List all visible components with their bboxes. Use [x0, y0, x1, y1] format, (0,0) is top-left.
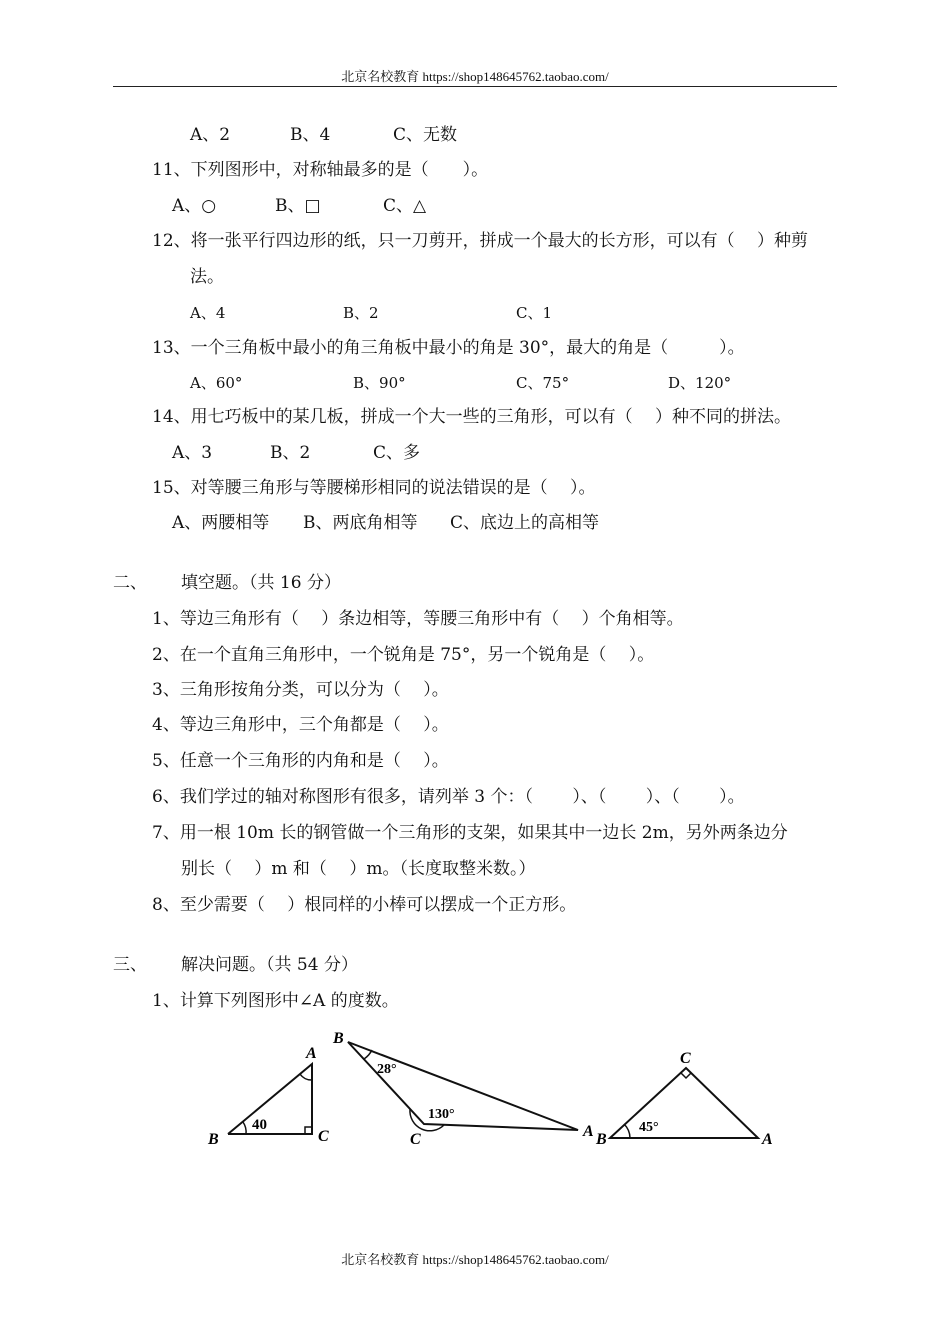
fig3-label-a: A [762, 1131, 773, 1148]
figure-1 [228, 1064, 312, 1134]
section3-number: 三、 [113, 955, 147, 975]
q13-option-c: C、75° [516, 374, 570, 392]
fig1-label-a: A [306, 1045, 317, 1062]
q10-option-b: B、4 [290, 125, 331, 145]
fig3-angle-label: 45° [639, 1120, 659, 1135]
fig3-label-b: B [596, 1131, 607, 1148]
s2-item-3: 3、三角形按角分类，可以分为（ ）。 [152, 680, 449, 700]
q11-option-a: A、○ [172, 196, 217, 216]
q11-text: 11、下列图形中，对称轴最多的是（ ）。 [152, 160, 489, 180]
fig1-triangle [228, 1064, 312, 1134]
q14-option-a: A、3 [172, 443, 213, 463]
s3-question-1: 1、计算下列图形中∠A 的度数。 [152, 991, 399, 1011]
q13-option-b: B、90° [353, 374, 406, 392]
q13-option-d: D、120° [668, 374, 732, 392]
section2-number: 二、 [113, 573, 147, 593]
q14-text: 14、用七巧板中的某几板，拼成一个大一些的三角形，可以有（ ）种不同的拼法。 [152, 407, 792, 427]
header-rule [113, 86, 837, 87]
fig1-angle-arc-b [243, 1122, 246, 1134]
q12-option-c: C、1 [516, 304, 553, 322]
figure-2 [348, 1042, 578, 1131]
q13-option-a: A、60° [190, 374, 243, 392]
q12-continuation: 法。 [190, 267, 224, 287]
q15-text: 15、对等腰三角形与等腰梯形相同的说法错误的是（ ）。 [152, 478, 596, 498]
q14-option-c: C、多 [373, 443, 421, 463]
fig2-angle-b-label: 28° [377, 1062, 397, 1077]
s2-item-1: 1、等边三角形有（ ）条边相等，等腰三角形中有（ ）个角相等。 [152, 609, 684, 629]
s2-item-7: 7、用一根 10m 长的钢管做一个三角形的支架，如果其中一边长 2m，另外两条边分 [152, 823, 788, 843]
page-footer: 北京名校教育 https://shop148645762.taobao.com/ [341, 1252, 609, 1267]
fig2-label-b: B [333, 1030, 344, 1047]
s2-item-7-continuation: 别长（ ）m 和（ ）m。（长度取整米数。） [181, 859, 536, 879]
q11-option-b: B、□ [275, 196, 321, 216]
fig3-right-angle-mark [681, 1073, 691, 1078]
s2-item-4: 4、等边三角形中，三个角都是（ ）。 [152, 715, 449, 735]
fig2-angle-arc-b [364, 1050, 372, 1059]
s2-item-6: 6、我们学过的轴对称图形有很多，请列举 3 个：（ ）、（ ）、（ ）。 [152, 787, 745, 807]
fig3-triangle [610, 1068, 758, 1138]
s2-item-2: 2、在一个直角三角形中，一个锐角是 75°，另一个锐角是（ ）。 [152, 645, 655, 665]
fig2-triangle [348, 1042, 578, 1130]
section2-title: 填空题。（共 16 分） [181, 573, 341, 593]
q11-option-c: C、△ [383, 196, 427, 216]
fig3-label-c: C [680, 1050, 691, 1067]
fig1-angle-label: 40 [252, 1117, 267, 1133]
q15-option-a: A、两腰相等 [172, 513, 270, 533]
triangle-figures [0, 1020, 950, 1160]
page-header: 北京名校教育 https://shop148645762.taobao.com/ [341, 69, 609, 84]
section3-title: 解决问题。（共 54 分） [181, 955, 358, 975]
q10-option-a: A、2 [190, 125, 231, 145]
q14-option-b: B、2 [270, 443, 311, 463]
q12-text: 12、将一张平行四边形的纸，只一刀剪开，拼成一个最大的长方形，可以有（ ）种剪 [152, 231, 809, 251]
s2-item-8: 8、至少需要（ ）根同样的小棒可以摆成一个正方形。 [152, 895, 577, 915]
fig2-angle-c-label: 130° [428, 1107, 455, 1122]
fig1-label-b: B [208, 1131, 219, 1148]
q15-option-c: C、底边上的高相等 [450, 513, 600, 533]
q13-text: 13、一个三角板中最小的角三角板中最小的角是 30°，最大的角是（ ）。 [152, 338, 745, 358]
q12-option-a: A、4 [190, 304, 226, 322]
fig3-angle-arc-b [624, 1124, 630, 1138]
figure-3 [610, 1068, 758, 1138]
s2-item-5: 5、任意一个三角形的内角和是（ ）。 [152, 751, 449, 771]
fig1-right-angle-mark [305, 1127, 312, 1134]
fig2-label-c: C [410, 1131, 421, 1148]
q15-option-b: B、两底角相等 [303, 513, 418, 533]
q12-option-b: B、2 [343, 304, 379, 322]
fig1-label-c: C [318, 1128, 329, 1145]
fig2-label-a: A [583, 1123, 594, 1140]
fig1-angle-arc-a [300, 1074, 312, 1080]
q10-option-c: C、无数 [393, 125, 458, 145]
